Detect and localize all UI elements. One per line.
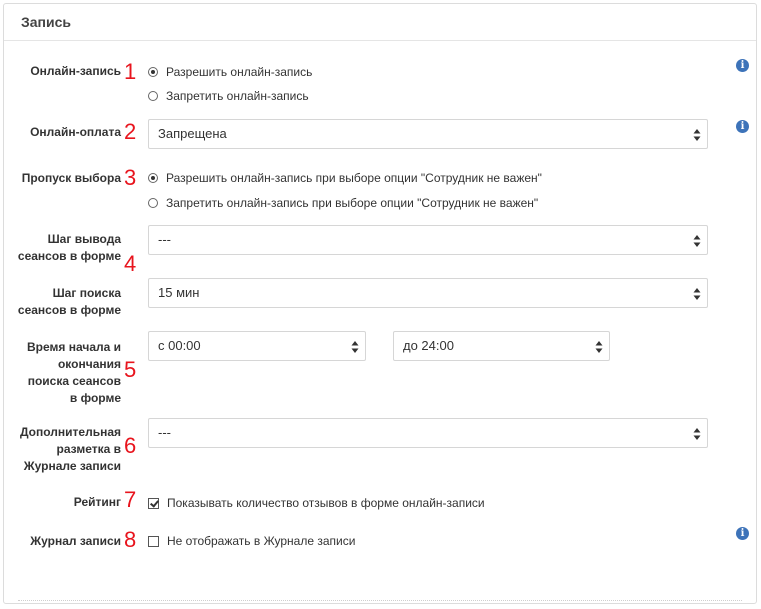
time-to-select[interactable] (393, 331, 610, 361)
label-line: Дополнительная (19, 425, 121, 439)
marker-number-2: 2 (124, 119, 137, 144)
display-step-label (18, 231, 121, 265)
radio-label: Разрешить онлайн-запись (166, 65, 313, 79)
info-icon[interactable]: i (736, 59, 749, 72)
panel-divider (4, 40, 756, 41)
radio-label: Запретить онлайн-запись (166, 89, 309, 103)
checkbox-checked[interactable] (148, 498, 159, 509)
marker-number-6: 6 (124, 433, 137, 458)
select-value: Запрещена (158, 126, 227, 141)
label-line: поиска сеансов (27, 374, 121, 388)
skip-choice-deny-radio[interactable] (148, 196, 538, 210)
marker-number-1: 1 (124, 59, 137, 84)
search-step-label (18, 285, 121, 319)
extra-markup-select[interactable] (148, 418, 708, 448)
radio-label: Запретить онлайн-запись при выборе опции "Сотрудник не важен" (166, 196, 539, 210)
label-line: окончания (57, 357, 121, 371)
marker-number-3: 3 (124, 165, 137, 190)
journal-label: Журнал записи (30, 534, 121, 548)
marker-number-8: 8 (124, 527, 137, 552)
select-arrows-icon (693, 287, 701, 301)
select-value: --- (158, 425, 171, 440)
select-arrows-icon (693, 128, 701, 142)
panel-title: Запись (21, 14, 72, 30)
select-arrows-icon (693, 234, 701, 248)
select-arrows-icon (595, 340, 603, 354)
extra-markup-label (20, 424, 121, 475)
bottom-divider (18, 600, 742, 602)
radio-selected[interactable] (148, 173, 158, 183)
label-line: сеансов в форме (17, 303, 121, 317)
label-line: в форме (69, 391, 121, 405)
radio-unselected[interactable] (148, 91, 158, 101)
checkbox-unchecked[interactable] (148, 536, 159, 547)
online-booking-deny-radio[interactable] (148, 89, 309, 103)
rating-checkbox-row[interactable] (148, 496, 485, 510)
info-icon[interactable]: i (736, 527, 749, 540)
label-line: Время начала и (27, 340, 121, 354)
radio-selected[interactable] (148, 67, 158, 77)
marker-number-7: 7 (124, 487, 137, 512)
select-value: 15 мин (158, 285, 200, 300)
select-value: с 00:00 (158, 338, 201, 353)
radio-unselected[interactable] (148, 198, 158, 208)
skip-choice-allow-radio[interactable] (148, 171, 542, 185)
search-step-select[interactable] (148, 278, 708, 308)
time-range-label (27, 339, 121, 407)
select-value: --- (158, 232, 171, 247)
label-line: разметка в (56, 442, 121, 456)
marker-number-4: 4 (124, 251, 137, 276)
checkbox-label: Не отображать в Журнале записи (167, 534, 356, 548)
rating-label: Рейтинг (73, 495, 121, 509)
online-booking-label: Онлайн-запись (30, 64, 121, 78)
marker-number-5: 5 (124, 357, 137, 382)
online-payment-select[interactable] (148, 119, 708, 149)
journal-checkbox-row[interactable] (148, 534, 355, 548)
checkbox-label: Показывать количество отзывов в форме онлайн-записи (167, 496, 485, 510)
label-line: Шаг вывода (47, 232, 121, 246)
select-arrows-icon (351, 340, 359, 354)
time-from-select[interactable] (148, 331, 366, 361)
label-line: Журнале записи (23, 459, 121, 473)
online-booking-allow-radio[interactable] (148, 65, 312, 79)
radio-label: Разрешить онлайн-запись при выборе опции "Сотрудник не важен" (166, 171, 542, 185)
online-payment-label: Онлайн-оплата (30, 125, 121, 139)
select-arrows-icon (693, 427, 701, 441)
skip-choice-label: Пропуск выбора (21, 171, 121, 185)
display-step-select[interactable] (148, 225, 708, 255)
info-icon[interactable]: i (736, 120, 749, 133)
label-line: Шаг поиска (52, 286, 121, 300)
select-value: до 24:00 (403, 338, 454, 353)
label-line: сеансов в форме (17, 249, 121, 263)
